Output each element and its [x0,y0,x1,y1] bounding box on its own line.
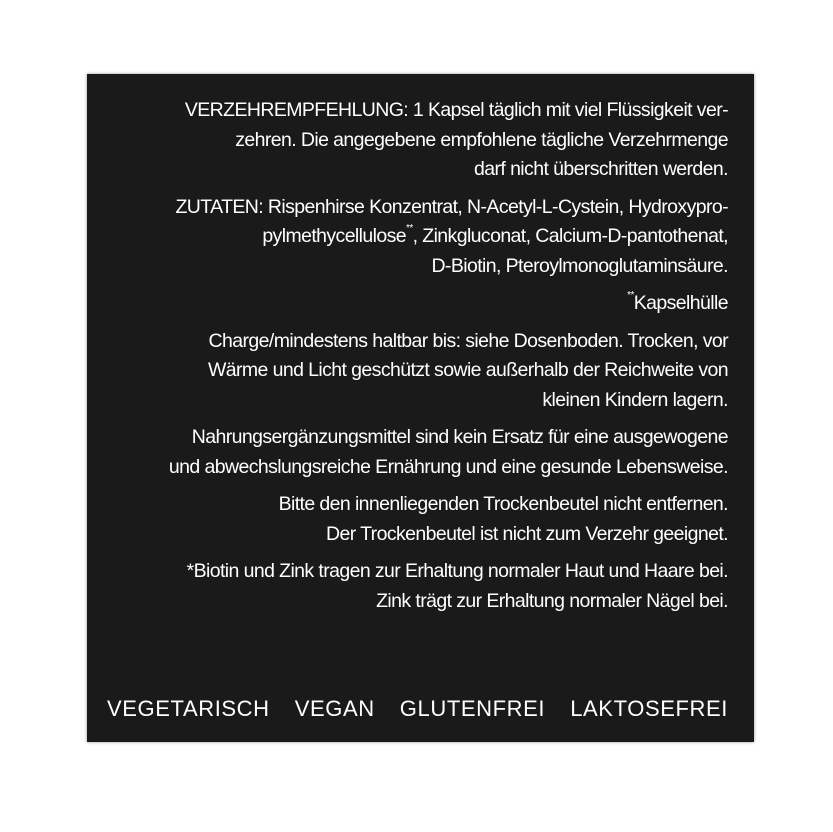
desiccant-notice [98,490,728,549]
storage-instructions [98,327,728,416]
dosage-line-3: darf nicht überschritten werden. [474,158,728,180]
storage-line-1: Charge/mindestens haltbar bis: siehe Dosenboden. Trocken, vor [208,329,728,352]
footnote-marker-2: ** [627,290,634,301]
capsule-shell-line [98,289,728,319]
health-claims [98,557,728,616]
health-claim-line-1: *Biotin und Zink tragen zur Erhaltung normaler Haut und Haare bei. [186,560,728,582]
badge-vegetarian: VEGETARISCH [107,696,270,721]
ingredients [98,193,728,282]
storage-line-3: kleinen Kindern lagern. [542,388,728,411]
dosage-line-1: VERZEHREMPFEHLUNG: 1 Kapsel täglich mit viel Flüssigkeit ver- [184,99,728,121]
ingredients-line-2-start: pylmethycellulose [262,225,407,247]
dosage-recommendation [98,96,728,185]
disclaimer-line-2: und abwechslungsreiche Ernährung und eine gesunde Lebensweise. [168,455,728,478]
desiccant-line-1: Bitte den innenliegenden Trockenbeutel nicht entfernen. [278,493,728,515]
capsule-shell-text: Kapselhülle [633,292,728,314]
supplement-disclaimer [98,423,728,482]
ingredients-line-2 [98,222,728,252]
badge-gluten-free: GLUTENFREI [399,696,546,721]
capsule-shell-footnote [98,289,728,319]
footnote-marker: ** [406,223,413,234]
ingredients-line-1: ZUTATEN: Rispenhirse Konzentrat, N-Acetyl-L-Cystein, Hydroxypro- [175,195,728,218]
desiccant-line-2: Der Trockenbeutel ist nicht zum Verzehr geeignet. [326,522,728,545]
label-text-block [98,96,728,624]
badge-lactose-free: LAKTOSEFREI [570,696,728,721]
ingredients-line-2-end: , Zinkgluconat, Calcium-D-pantothenat, [412,225,728,247]
product-label-panel [87,74,754,742]
ingredients-line-3: D-Biotin, Pteroylmonoglutaminsäure. [431,254,728,277]
diet-badges [107,696,728,722]
disclaimer-line-1: Nahrungsergänzungsmittel sind kein Ersatz für eine ausgewogene [191,426,728,448]
storage-line-2: Wärme und Licht geschützt sowie außerhalb der Reichweite von [207,359,728,381]
health-claim-line-2: Zink trägt zur Erhaltung normaler Nägel bei. [376,589,728,612]
badge-vegan: VEGAN [294,696,375,721]
dosage-line-2: zehren. Die angegebene empfohlene tägliche Verzehrmenge [235,128,728,151]
